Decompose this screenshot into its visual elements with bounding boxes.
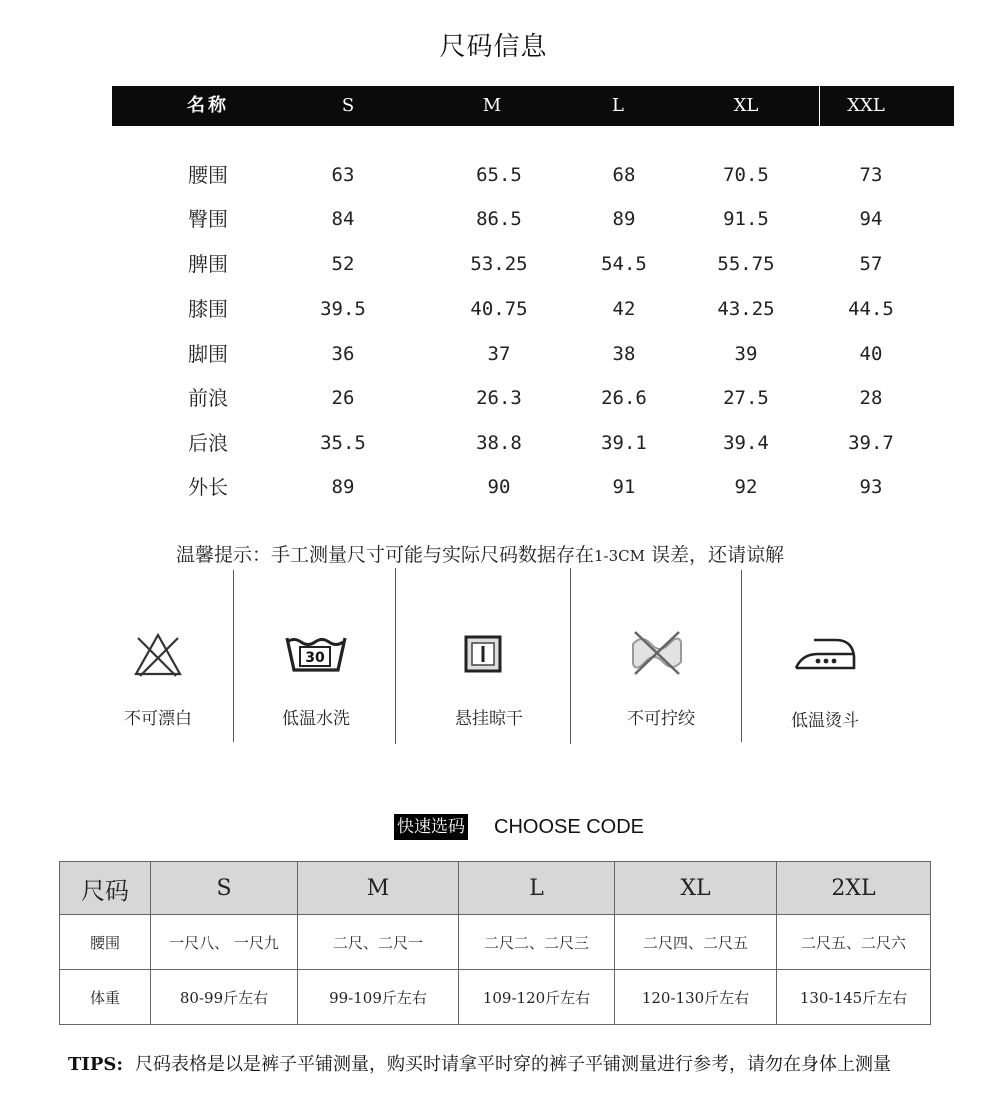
- table-row: [60, 915, 931, 970]
- header-size-l: L: [612, 95, 624, 116]
- table-header-row: [60, 862, 931, 915]
- size-value: 44.5: [848, 298, 894, 320]
- table-cell: 120-130斤左右: [615, 970, 777, 1025]
- table-cell: 二尺五、二尺六: [777, 915, 931, 970]
- header-size-m: M: [482, 95, 502, 116]
- size-value: 26.3: [476, 387, 522, 409]
- size-value: 65.5: [476, 164, 522, 186]
- no-bleach-icon: [130, 630, 186, 680]
- care-label-wash: 低温水洗: [282, 709, 350, 729]
- row-label: 外长: [188, 475, 228, 499]
- table-cell: 二尺、二尺一: [298, 915, 459, 970]
- size-value: 27.5: [723, 387, 769, 409]
- size-row: [0, 292, 987, 326]
- size-value: 39.5: [320, 298, 366, 320]
- quick-select-tag: 快速选码: [394, 814, 468, 840]
- size-value: 53.25: [470, 253, 528, 275]
- row-label: 脾围: [188, 252, 228, 276]
- care-divider: [570, 568, 571, 744]
- size-value: 43.25: [717, 298, 775, 320]
- quick-select-table: [59, 861, 931, 1025]
- size-row: [0, 426, 987, 460]
- size-value: 39: [734, 343, 758, 365]
- table-cell: 二尺二、二尺三: [459, 915, 615, 970]
- size-row: [0, 381, 987, 415]
- size-row: [0, 158, 987, 192]
- care-divider: [233, 570, 234, 742]
- size-row: [0, 337, 987, 371]
- table-cell: 二尺四、二尺五: [615, 915, 777, 970]
- care-label-low-iron: 低温烫斗: [791, 711, 859, 731]
- size-value: 93: [859, 476, 883, 498]
- care-divider: [395, 568, 396, 744]
- table-header-cell: 尺码: [60, 862, 151, 915]
- size-value: 39.1: [601, 432, 647, 454]
- size-value: 91: [612, 476, 636, 498]
- care-label-hang-dry: 悬挂晾干: [455, 709, 523, 729]
- care-divider: [741, 570, 742, 742]
- care-label-no-wring: 不可拧绞: [627, 709, 695, 729]
- size-value: 38.8: [476, 432, 522, 454]
- table-cell: 一尺八、 一尺九: [151, 915, 298, 970]
- table-cell: 109-120斤左右: [459, 970, 615, 1025]
- size-row: [0, 247, 987, 281]
- row-label: 膝围: [188, 297, 228, 321]
- size-value: 52: [331, 253, 355, 275]
- size-value: 73: [859, 164, 883, 186]
- size-value: 89: [331, 476, 355, 498]
- size-value: 91.5: [723, 208, 769, 230]
- care-label-no-bleach: 不可漂白: [124, 709, 192, 729]
- table-header-cell: L: [459, 862, 615, 915]
- size-value: 37: [487, 343, 511, 365]
- size-row: [0, 470, 987, 504]
- tip-suffix: 误差，还请谅解: [645, 544, 785, 566]
- no-wring-icon: [627, 626, 687, 678]
- size-value: 57: [859, 253, 883, 275]
- table-row: [60, 970, 931, 1025]
- size-value: 55.75: [717, 253, 775, 275]
- row-label: 腰围: [188, 163, 228, 187]
- size-value: 36: [331, 343, 355, 365]
- size-value: 70.5: [723, 164, 769, 186]
- table-header-cell: 2XL: [777, 862, 931, 915]
- table-row-label: 腰围: [60, 915, 151, 970]
- table-header-cell: M: [298, 862, 459, 915]
- size-value: 40: [859, 343, 883, 365]
- size-value: 90: [487, 476, 511, 498]
- size-value: 42: [612, 298, 636, 320]
- wash-temperature: 30: [305, 650, 325, 666]
- row-label: 脚围: [188, 342, 228, 366]
- table-header-cell: XL: [615, 862, 777, 915]
- tip-prefix: 温馨提示：手工测量尺寸可能与实际尺码数据存在: [176, 544, 595, 566]
- size-value: 26.6: [601, 387, 647, 409]
- header-divider: [819, 86, 820, 126]
- tips-text: 尺码表格是以是裤子平铺测量，购买时请拿平时穿的裤子平铺测量进行参考，请勿在身体上测量: [135, 1054, 891, 1075]
- hang-dry-icon: [463, 634, 503, 674]
- header-name: 名称: [187, 95, 229, 116]
- low-iron-icon: [792, 632, 858, 672]
- size-value: 86.5: [476, 208, 522, 230]
- size-value: 35.5: [320, 432, 366, 454]
- size-value: 68: [612, 164, 636, 186]
- size-value: 39.7: [848, 432, 894, 454]
- size-value: 94: [859, 208, 883, 230]
- table-cell: 99-109斤左右: [298, 970, 459, 1025]
- row-label: 臀围: [188, 207, 228, 231]
- header-size-xl: XL: [733, 95, 759, 116]
- row-label: 前浪: [188, 386, 228, 410]
- wash-30-icon: [284, 634, 348, 674]
- size-row: [0, 202, 987, 236]
- row-label: 后浪: [188, 431, 228, 455]
- size-chart-header: [112, 86, 954, 126]
- size-value: 39.4: [723, 432, 769, 454]
- table-row-label: 体重: [60, 970, 151, 1025]
- table-cell: 130-145斤左右: [777, 970, 931, 1025]
- tips-label: TIPS:: [68, 1054, 123, 1075]
- table-cell: 80-99斤左右: [151, 970, 298, 1025]
- table-header-cell: S: [151, 862, 298, 915]
- size-value: 63: [331, 164, 355, 186]
- size-value: 92: [734, 476, 758, 498]
- tip-range: 1-3CM: [594, 547, 646, 565]
- header-size-xxl: XXL: [847, 95, 885, 116]
- size-value: 26: [331, 387, 355, 409]
- size-value: 89: [612, 208, 636, 230]
- measurement-tip: [176, 540, 784, 567]
- size-value: 28: [859, 387, 883, 409]
- size-value: 38: [612, 343, 636, 365]
- size-value: 40.75: [470, 298, 528, 320]
- header-size-s: S: [341, 95, 355, 116]
- page-title: 尺码信息: [439, 32, 548, 62]
- size-value: 84: [331, 208, 355, 230]
- bottom-tips: [68, 1050, 891, 1076]
- quick-select-title: CHOOSE CODE: [494, 816, 645, 838]
- size-value: 54.5: [601, 253, 647, 275]
